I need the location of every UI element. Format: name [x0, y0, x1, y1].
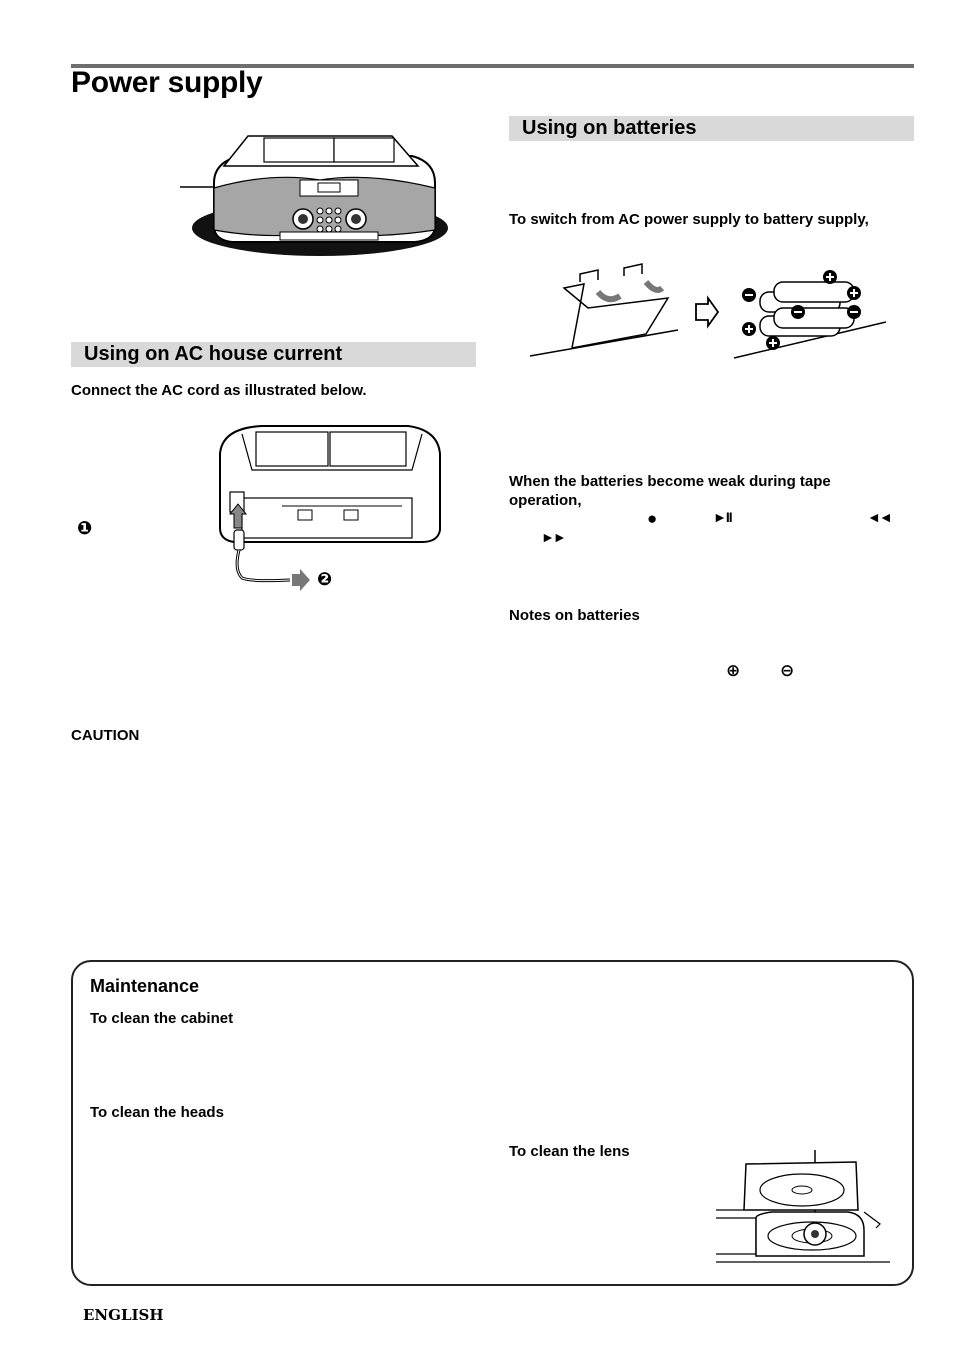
plus-terminal-icon: ⊕ [726, 661, 741, 680]
cd-lens-illustration [716, 1150, 890, 1266]
page-title: Power supply [71, 66, 263, 99]
minus-terminal-icon: ⊖ [780, 661, 795, 680]
notes-on-batteries-heading: Notes on batteries [509, 607, 640, 624]
language-footer: ENGLISH [83, 1306, 164, 1324]
batteries-heading-text: Using on batteries [522, 117, 697, 139]
maintenance-heading: Maintenance [90, 976, 200, 996]
fast-forward-icon: ►► [541, 529, 565, 545]
ac-cord-instruction: Connect the AC cord as illustrated below. [71, 382, 367, 399]
switch-to-battery-heading: To switch from AC power supply to battery supply, [509, 211, 869, 228]
weak-batteries-heading: When the batteries become weak during tape operation, [509, 473, 831, 509]
step-2-marker: ❷ [317, 569, 333, 589]
clean-heads-heading: To clean the heads [90, 1104, 224, 1121]
boombox-front-illustration [180, 128, 455, 258]
ac-heading-text: Using on AC house current [84, 343, 343, 365]
ac-section-heading [71, 342, 476, 367]
caution-label: CAUTION [71, 727, 140, 744]
play-pause-icon: ►II [713, 509, 732, 525]
step-1-marker: ❶ [77, 518, 93, 538]
clean-cabinet-heading: To clean the cabinet [90, 1010, 234, 1027]
battery-insertion-illustration [528, 262, 890, 362]
batteries-section-heading [509, 116, 914, 141]
record-icon: ● [647, 509, 658, 528]
clean-lens-heading: To clean the lens [509, 1143, 630, 1160]
rewind-icon: ◄◄ [867, 509, 891, 525]
